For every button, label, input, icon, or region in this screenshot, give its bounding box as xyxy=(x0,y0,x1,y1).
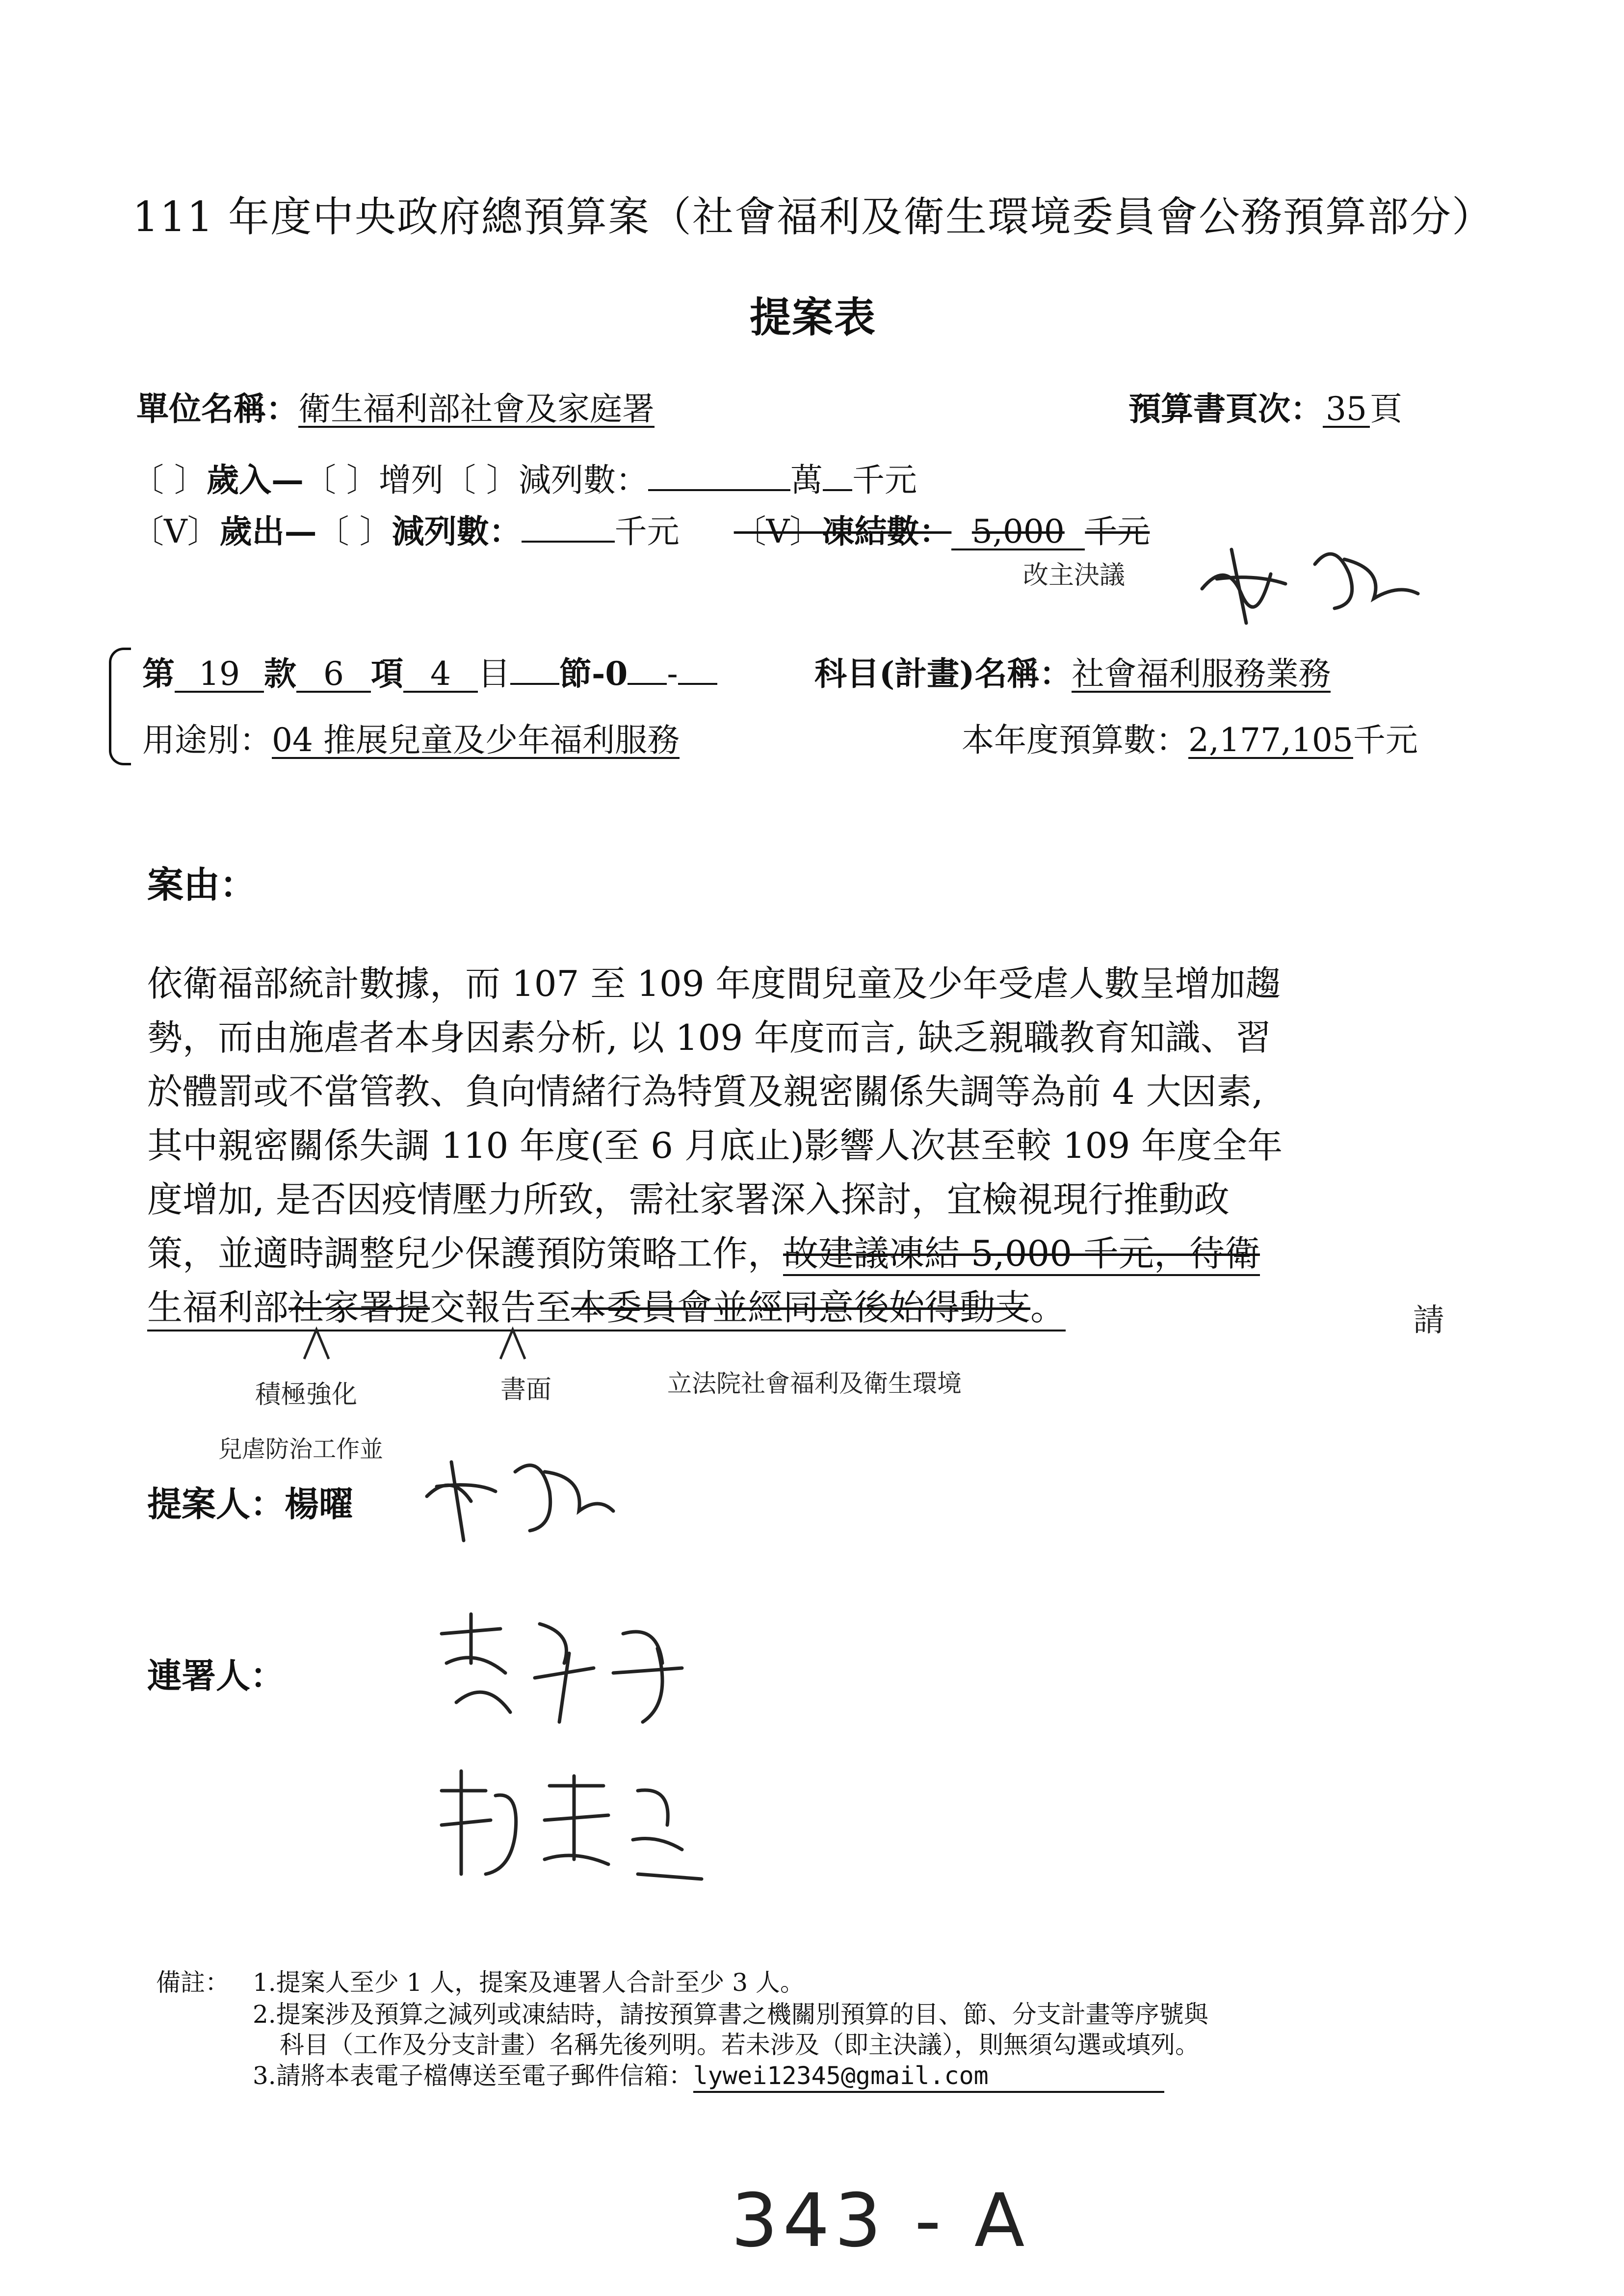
account-xiang: 6 xyxy=(296,657,371,693)
unit-value: 衛生福利部社會及家庭署 xyxy=(298,390,655,428)
proposer-name: 楊曜 xyxy=(285,1484,353,1524)
reason-heading: 案由： xyxy=(147,864,256,906)
freeze-box[interactable]: 〔V〕 xyxy=(733,513,822,550)
signature-scribble-top xyxy=(1187,530,1442,628)
account-di: 第 xyxy=(142,654,175,693)
reason-line-2: 勢，而由施虐者本身因素分析, 以 109 年度而言, 缺乏親職教育知識、習 xyxy=(147,1017,1271,1058)
document-subtitle: 提案表 xyxy=(750,293,877,341)
expense-opt-box[interactable]: 〔 〕 xyxy=(316,513,392,550)
revenue-amount-blank[interactable] xyxy=(648,460,790,491)
revenue-label: 歲入— xyxy=(206,461,304,499)
proposer-signature xyxy=(417,1442,623,1550)
reason-line-7-c: 交報告至 xyxy=(430,1287,572,1328)
proposer-label: 提案人： xyxy=(147,1484,285,1524)
account-mu-label: 目 xyxy=(478,655,510,693)
budget-value: 2,177,105 xyxy=(1188,721,1353,759)
purpose-label: 用途別： xyxy=(142,721,272,759)
account-dash: - xyxy=(667,655,678,693)
handwritten-insert-committee: 立法院社會福利及衛生環境 xyxy=(667,1369,962,1398)
revenue-row xyxy=(131,454,917,500)
subject-value: 社會福利服務業務 xyxy=(1072,655,1331,693)
reason-line-5: 度增加, 是否因疫情壓力所致，需社家署深入探討，宜檢視現行推動政 xyxy=(147,1179,1230,1220)
revenue-opt1: 增列 xyxy=(378,461,444,499)
expense-row xyxy=(131,505,1150,552)
budget-unit: 千元 xyxy=(1353,721,1418,759)
cosigner-signature-1 xyxy=(427,1604,721,1732)
account-bracket xyxy=(109,648,131,765)
handwritten-insert-please: 請 xyxy=(1413,1303,1444,1339)
account-jie-value[interactable] xyxy=(628,653,667,685)
purpose-value: 04 推展兒童及少年福利服務 xyxy=(272,721,680,759)
cosigner-label: 連署人： xyxy=(147,1655,285,1696)
page-value: 35 xyxy=(1323,392,1370,428)
account-jie-label: 節-0 xyxy=(559,654,628,693)
account-jie-blank[interactable] xyxy=(510,653,559,685)
cosigner-signature-2 xyxy=(427,1761,721,1889)
reason-line-6 xyxy=(147,1231,1260,1276)
account-xiang-label: 項 xyxy=(371,654,403,693)
reason-line-4: 其中親密關係失調 110 年度(至 6 月底止)影響人次甚至較 109 年度全年 xyxy=(147,1125,1283,1166)
account-kuan: 19 xyxy=(175,657,264,693)
subject-label: 科目(計畫)名稱： xyxy=(814,654,1072,693)
revenue-unit2: 千元 xyxy=(852,461,917,499)
expense-unit: 千元 xyxy=(614,513,680,550)
handwritten-insert-written: 書面 xyxy=(500,1375,552,1405)
revenue-amount-blank-2[interactable] xyxy=(823,460,852,491)
handwritten-insert-child-abuse: 兒虐防治工作並 xyxy=(218,1435,384,1463)
revenue-opt2: 減列數： xyxy=(518,461,648,499)
reason-line-1: 依衛福部統計數據，而 107 至 109 年度間兒童及少年受虐人數呈增加趨 xyxy=(147,963,1281,1004)
reason-line-3: 於體罰或不當管教、負向情緒行為特質及親密關係失調等為前 4 大因素, xyxy=(147,1071,1263,1112)
notes-label: 備註： xyxy=(156,1968,230,1997)
revenue-opt1-box[interactable]: 〔 〕 xyxy=(303,461,379,499)
page-ref xyxy=(1128,383,1402,429)
note-3 xyxy=(253,2061,1164,2093)
account-dash-value[interactable] xyxy=(678,653,717,685)
page-label: 預算書頁次： xyxy=(1128,390,1323,428)
account-mu: 4 xyxy=(403,657,478,693)
budget-row xyxy=(962,714,1418,760)
expense-label: 歲出— xyxy=(219,512,317,550)
reason-line-6-struck: 故建議凍結 5,000 千元，待衛 xyxy=(783,1233,1260,1276)
note-1: 1.提案人至少 1 人，提案及連署人合計至少 3 人。 xyxy=(253,1968,805,1997)
expense-opt: 減列數： xyxy=(392,512,522,550)
revenue-checkbox[interactable]: 〔 〕 xyxy=(131,461,207,499)
freeze-value: 5,000 xyxy=(951,515,1085,550)
proposer-row xyxy=(147,1477,353,1526)
expense-amount-blank[interactable] xyxy=(522,511,615,543)
handwritten-note-main-resolution: 改主決議 xyxy=(1023,561,1126,590)
reason-line-7-d: 本委員會 xyxy=(571,1287,713,1328)
freeze-label: 凍結數： xyxy=(822,512,952,550)
note-3-email[interactable]: lywei12345@gmail.com xyxy=(693,2061,1164,2093)
note-2a: 2.提案涉及預算之減列或凍結時，請按預算書之機關別預算的目、節、分支計畫等序號與 xyxy=(253,2000,1208,2029)
page-unit: 頁 xyxy=(1369,390,1402,428)
reason-line-7-e: 並經同意後始得動支 xyxy=(712,1287,1031,1328)
note-3-label: 3.請將本表電子檔傳送至電子郵件信箱： xyxy=(253,2061,693,2090)
reason-line-7-a: 生福利部 xyxy=(147,1287,289,1328)
note-2b: 科目（工作及分支計畫）名稱先後列明。若未涉及（即主決議），則無須勾選或填列。 xyxy=(280,2031,1200,2059)
page-mark: 343 - A xyxy=(731,2178,1030,2264)
account-kuan-label: 款 xyxy=(264,654,296,693)
freeze-unit: 千元 xyxy=(1085,513,1150,550)
insertion-marks xyxy=(294,1325,785,1364)
account-row xyxy=(142,648,717,694)
unit-label: 單位名稱： xyxy=(136,390,298,428)
handwritten-insert-strengthen: 積極強化 xyxy=(255,1380,358,1409)
revenue-unit1: 萬 xyxy=(790,461,823,499)
expense-checkbox[interactable]: 〔V〕 xyxy=(131,513,220,550)
budget-label: 本年度預算數： xyxy=(962,721,1188,759)
document-title: 111 年度中央政府總預算案（社會福利及衛生環境委員會公務預算部分） xyxy=(132,193,1494,241)
subject-row xyxy=(814,648,1331,694)
revenue-opt2-box[interactable]: 〔 〕 xyxy=(443,461,519,499)
reason-line-7-b: 社家署提 xyxy=(288,1287,430,1328)
reason-line-7-end: 。 xyxy=(1030,1287,1066,1328)
purpose-row xyxy=(142,714,680,760)
unit-row xyxy=(136,383,655,429)
reason-line-6-plain: 策，並適時調整兒少保護預防策略工作， xyxy=(147,1233,784,1274)
